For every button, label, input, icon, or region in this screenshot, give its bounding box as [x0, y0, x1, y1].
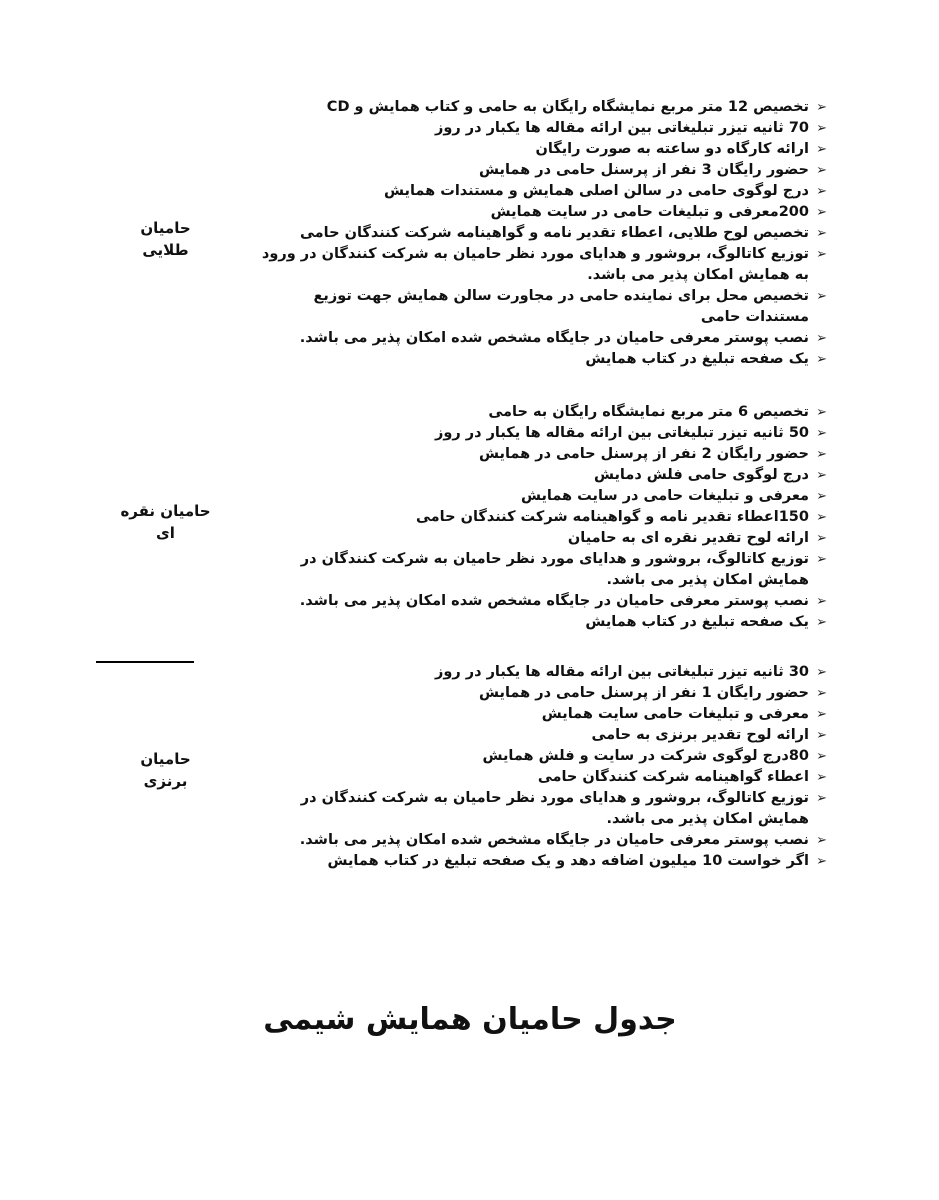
tier-gold-benefits: [255, 97, 827, 370]
bullet-arrow-icon: ➢: [816, 226, 827, 241]
benefit-item: ➢ تخصیص محل برای نماینده حامی در مجاورت سالن همایش جهت توزیع مستندات حامی: [313, 288, 827, 325]
benefit-item: ➢ نصب پوستر معرفی حامیان در جایگاه مشخص شده امکان پذیر می باشد.: [255, 830, 827, 851]
benefit-item: ➢ ارائه لوح تقدیر برنزی به حامی: [255, 725, 827, 746]
benefit-item: ➢ یک صفحه تبلیغ در کتاب همایش: [255, 612, 827, 633]
bullet-arrow-icon: ➢: [816, 615, 827, 630]
benefit-item: ➢ تخصیص 6 متر مربع نمایشگاه رایگان به حامی: [255, 402, 827, 423]
bullet-arrow-icon: ➢: [816, 686, 827, 701]
benefit-item: ➢ نصب پوستر معرفی حامیان در جایگاه مشخص شده امکان پذیر می باشد.: [255, 591, 827, 612]
tier-label-gold: حامیان طلایی: [140, 219, 191, 259]
bullet-arrow-icon: ➢: [816, 854, 827, 869]
tier-bronze-benefits: [255, 662, 827, 872]
benefit-item: ➢ 200معرفی و تبلیغات حامی در سایت همایش: [255, 202, 827, 223]
bullet-arrow-icon: ➢: [816, 791, 827, 806]
benefit-item: ➢ حضور رایگان 2 نفر از پرسنل حامی در همایش: [255, 444, 827, 465]
tier-label-silver: حامیان نقره ای: [120, 502, 211, 542]
benefit-item: ➢ تخصیص لوح طلایی، اعطاء تقدیر نامه و گواهینامه شرکت کنندگان حامی: [255, 223, 827, 244]
bullet-arrow-icon: ➢: [816, 594, 827, 609]
benefit-item: ➢ درج لوگوی حامی فلش دمایش: [255, 465, 827, 486]
benefit-item: ➢ یک صفحه تبلیغ در کتاب همایش: [255, 349, 827, 370]
benefit-item: ➢ 30 ثانیه تیزر تبلیغاتی بین ارائه مقاله ها یکبار در روز: [255, 662, 827, 683]
bullet-arrow-icon: ➢: [816, 489, 827, 504]
benefit-item: ➢ ارائه لوح تقدیر نقره ای به حامیان: [255, 528, 827, 549]
bullet-arrow-icon: ➢: [816, 121, 827, 136]
tier-label-bronze: حامیان برنزی: [140, 750, 191, 790]
benefit-item: ➢ اگر خواست 10 میلیون اضافه دهد و یک صفحه تبلیغ در کتاب همایش: [255, 851, 827, 872]
bullet-arrow-icon: ➢: [816, 163, 827, 178]
benefit-item: ➢ توزیع کاتالوگ، بروشور و هدایای مورد نظر حامیان به شرکت کنندگان در همایش امکان پذیر می باشد.: [300, 790, 827, 827]
benefit-item: ➢ معرفی و تبلیغات حامی سایت همایش: [255, 704, 827, 725]
bullet-arrow-icon: ➢: [816, 184, 827, 199]
bullet-arrow-icon: ➢: [816, 352, 827, 367]
bullet-arrow-icon: ➢: [816, 142, 827, 157]
bullet-arrow-icon: ➢: [816, 247, 827, 262]
bullet-arrow-icon: ➢: [816, 331, 827, 346]
benefit-item: ➢ تخصیص 12 متر مربع نمایشگاه رایگان به حامی و کتاب همایش و CD: [255, 97, 827, 118]
benefit-item: ➢ نصب پوستر معرفی حامیان در جایگاه مشخص شده امکان پذیر می باشد.: [255, 328, 827, 349]
bullet-arrow-icon: ➢: [816, 749, 827, 764]
bullet-arrow-icon: ➢: [816, 531, 827, 546]
bullet-arrow-icon: ➢: [816, 552, 827, 567]
bullet-arrow-icon: ➢: [816, 833, 827, 848]
page-title: جدول حامیان همایش شیمی: [263, 1002, 677, 1037]
bullet-arrow-icon: ➢: [816, 205, 827, 220]
benefit-item: ➢ حضور رایگان 1 نفر از پرسنل حامی در همایش: [255, 683, 827, 704]
bullet-arrow-icon: ➢: [816, 289, 827, 304]
bullet-arrow-icon: ➢: [816, 510, 827, 525]
benefit-item: ➢ 50 ثانیه تیزر تبلیغاتی بین ارائه مقاله ها یکبار در روز: [255, 423, 827, 444]
bullet-arrow-icon: ➢: [816, 468, 827, 483]
bullet-arrow-icon: ➢: [816, 707, 827, 722]
bullet-arrow-icon: ➢: [816, 405, 827, 420]
benefit-item: ➢ معرفی و تبلیغات حامی در سایت همایش: [255, 486, 827, 507]
tier-silver-benefits: [255, 402, 827, 633]
bullet-arrow-icon: ➢: [816, 665, 827, 680]
benefit-item: ➢ توزیع کاتالوگ، بروشور و هدایای مورد نظر حامیان به شرکت کنندگان در همایش امکان پذیر می باشد.: [300, 551, 827, 588]
benefit-item: ➢ 70 ثانیه تیزر تبلیغاتی بین ارائه مقاله ها یکبار در روز: [255, 118, 827, 139]
benefit-item: ➢ 150اعطاء تقدیر نامه و گواهینامه شرکت کنندگان حامی: [255, 507, 827, 528]
benefit-item: ➢ درج لوگوی حامی در سالن اصلی همایش و مستندات همایش: [255, 181, 827, 202]
bullet-arrow-icon: ➢: [816, 100, 827, 115]
benefit-item: ➢ اعطاء گواهینامه شرکت کنندگان حامی: [255, 767, 827, 788]
bullet-arrow-icon: ➢: [816, 728, 827, 743]
section-divider: [96, 661, 194, 663]
bullet-arrow-icon: ➢: [816, 426, 827, 441]
benefit-item: ➢ ارائه کارگاه دو ساعته به صورت رایگان: [255, 139, 827, 160]
bullet-arrow-icon: ➢: [816, 447, 827, 462]
benefit-item: ➢ توزیع کاتالوگ، بروشور و هدایای مورد نظر حامیان به شرکت کنندگان در ورود به همایش امکان پذیر می باشد.: [261, 246, 827, 283]
benefit-item: ➢ حضور رایگان 3 نفر از پرسنل حامی در همایش: [255, 160, 827, 181]
benefit-item: ➢ 80درج لوگوی شرکت در سایت و فلش همایش: [255, 746, 827, 767]
bullet-arrow-icon: ➢: [816, 770, 827, 785]
